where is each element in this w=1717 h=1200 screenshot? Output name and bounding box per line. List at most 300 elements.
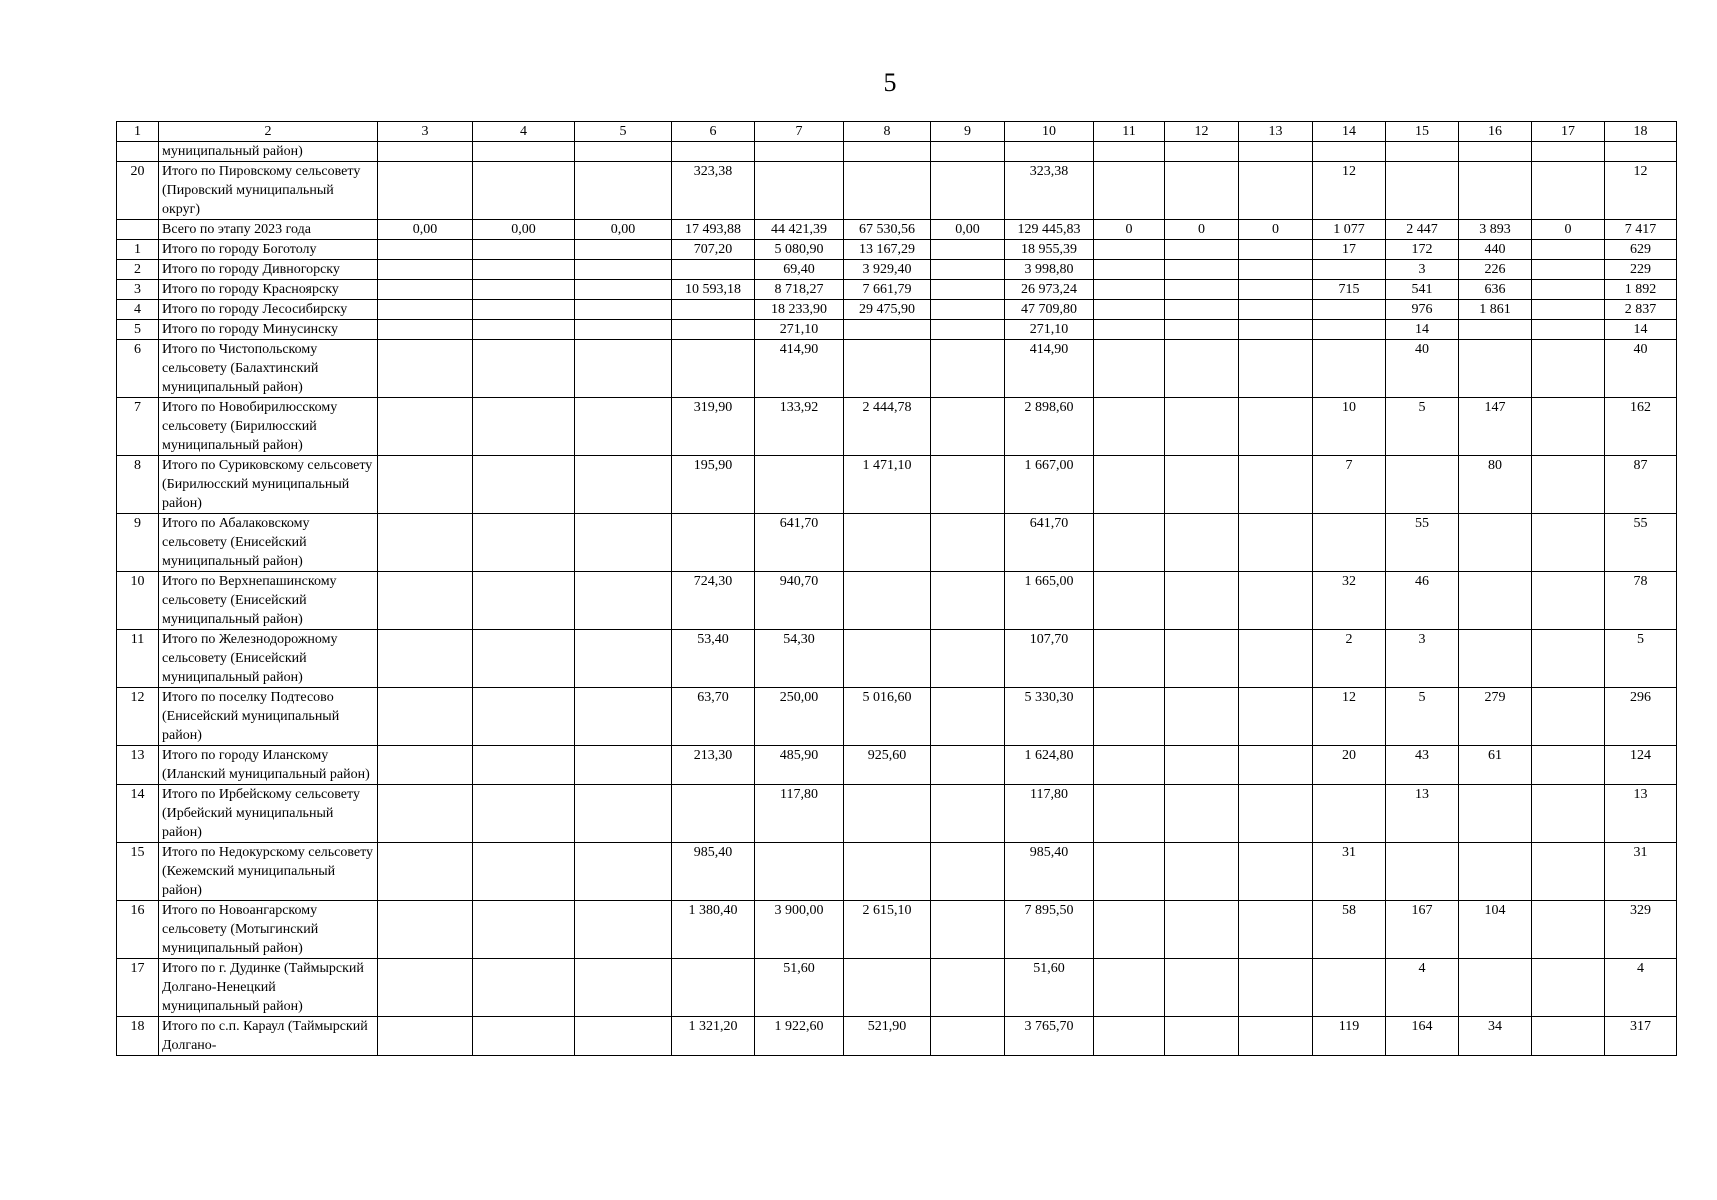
value-cell	[1239, 456, 1313, 514]
value-cell	[931, 843, 1005, 901]
value-cell: 5 016,60	[844, 688, 931, 746]
value-cell	[575, 572, 672, 630]
value-cell	[672, 142, 755, 162]
row-number-cell: 1	[117, 240, 159, 260]
column-header: 8	[844, 122, 931, 142]
value-cell	[378, 901, 473, 959]
value-cell	[1239, 300, 1313, 320]
value-cell	[473, 785, 575, 843]
row-number-cell: 17	[117, 959, 159, 1017]
value-cell: 925,60	[844, 746, 931, 785]
column-header: 14	[1313, 122, 1386, 142]
value-cell	[1532, 456, 1605, 514]
value-cell	[844, 340, 931, 398]
value-cell: 3	[1386, 630, 1459, 688]
row-number-cell: 13	[117, 746, 159, 785]
value-cell	[1239, 280, 1313, 300]
value-cell: 715	[1313, 280, 1386, 300]
value-cell: 13	[1386, 785, 1459, 843]
value-cell: 229	[1605, 260, 1677, 280]
column-header: 17	[1532, 122, 1605, 142]
table-row	[117, 901, 1677, 959]
row-name-cell: Итого по городу Лесосибирску	[159, 300, 378, 320]
value-cell	[575, 398, 672, 456]
table-row	[117, 240, 1677, 260]
row-name-cell: Итого по Чистопольскому сельсовету (Балахтинский муниципальный район)	[159, 340, 378, 398]
value-cell	[1532, 630, 1605, 688]
value-cell	[672, 300, 755, 320]
value-cell	[1313, 142, 1386, 162]
value-cell: 55	[1386, 514, 1459, 572]
value-cell: 17	[1313, 240, 1386, 260]
value-cell	[378, 514, 473, 572]
value-cell: 1 861	[1459, 300, 1532, 320]
value-cell	[378, 785, 473, 843]
value-cell	[1165, 901, 1239, 959]
value-cell	[378, 746, 473, 785]
value-cell	[1386, 162, 1459, 220]
row-name-cell: муниципальный район)	[159, 142, 378, 162]
value-cell: 1 665,00	[1005, 572, 1094, 630]
value-cell	[1239, 514, 1313, 572]
value-cell: 636	[1459, 280, 1532, 300]
value-cell	[931, 1017, 1005, 1056]
value-cell	[844, 959, 931, 1017]
value-cell	[1386, 142, 1459, 162]
value-cell	[1239, 1017, 1313, 1056]
value-cell	[1459, 785, 1532, 843]
value-cell: 44 421,39	[755, 220, 844, 240]
row-name-cell: Всего по этапу 2023 года	[159, 220, 378, 240]
value-cell	[1532, 162, 1605, 220]
value-cell: 2 898,60	[1005, 398, 1094, 456]
table-row	[117, 320, 1677, 340]
value-cell: 12	[1313, 688, 1386, 746]
value-cell	[1239, 340, 1313, 398]
value-cell	[575, 688, 672, 746]
value-cell	[1239, 785, 1313, 843]
row-number-cell: 6	[117, 340, 159, 398]
value-cell	[755, 142, 844, 162]
value-cell: 40	[1605, 340, 1677, 398]
value-cell: 323,38	[672, 162, 755, 220]
value-cell	[1532, 572, 1605, 630]
value-cell	[1459, 320, 1532, 340]
value-cell: 1 624,80	[1005, 746, 1094, 785]
value-cell	[575, 843, 672, 901]
row-name-cell: Итого по городу Красноярску	[159, 280, 378, 300]
value-cell	[1313, 340, 1386, 398]
value-cell	[931, 320, 1005, 340]
value-cell: 629	[1605, 240, 1677, 260]
value-cell: 40	[1386, 340, 1459, 398]
column-header: 9	[931, 122, 1005, 142]
column-header: 12	[1165, 122, 1239, 142]
value-cell	[672, 340, 755, 398]
value-cell	[1165, 688, 1239, 746]
value-cell	[1165, 630, 1239, 688]
value-cell	[575, 746, 672, 785]
value-cell	[931, 630, 1005, 688]
value-cell: 195,90	[672, 456, 755, 514]
value-cell	[1532, 320, 1605, 340]
value-cell: 319,90	[672, 398, 755, 456]
value-cell	[1313, 300, 1386, 320]
value-cell	[378, 142, 473, 162]
value-cell	[672, 785, 755, 843]
value-cell: 164	[1386, 1017, 1459, 1056]
value-cell	[931, 340, 1005, 398]
value-cell	[1165, 456, 1239, 514]
value-cell	[473, 300, 575, 320]
value-cell	[1094, 260, 1165, 280]
value-cell: 8 718,27	[755, 280, 844, 300]
value-cell	[931, 959, 1005, 1017]
value-cell: 51,60	[755, 959, 844, 1017]
value-cell	[1239, 746, 1313, 785]
value-cell: 317	[1605, 1017, 1677, 1056]
value-cell: 133,92	[755, 398, 844, 456]
value-cell	[378, 630, 473, 688]
value-cell: 3 900,00	[755, 901, 844, 959]
row-number-cell: 11	[117, 630, 159, 688]
value-cell	[931, 162, 1005, 220]
value-cell	[1094, 240, 1165, 260]
value-cell: 976	[1386, 300, 1459, 320]
value-cell: 31	[1605, 843, 1677, 901]
value-cell	[473, 340, 575, 398]
value-cell	[1165, 280, 1239, 300]
value-cell	[931, 901, 1005, 959]
column-header: 11	[1094, 122, 1165, 142]
value-cell	[672, 959, 755, 1017]
value-cell	[1165, 1017, 1239, 1056]
value-cell	[575, 240, 672, 260]
value-cell: 5 080,90	[755, 240, 844, 260]
column-header: 5	[575, 122, 672, 142]
value-cell	[1239, 843, 1313, 901]
table-row	[117, 398, 1677, 456]
value-cell	[1239, 688, 1313, 746]
value-cell	[1094, 688, 1165, 746]
value-cell: 78	[1605, 572, 1677, 630]
value-cell	[575, 260, 672, 280]
value-cell	[1094, 280, 1165, 300]
value-cell: 119	[1313, 1017, 1386, 1056]
value-cell: 3 929,40	[844, 260, 931, 280]
value-cell: 250,00	[755, 688, 844, 746]
value-cell	[1094, 572, 1165, 630]
column-header: 2	[159, 122, 378, 142]
value-cell: 53,40	[672, 630, 755, 688]
value-cell	[1094, 320, 1165, 340]
value-cell: 87	[1605, 456, 1677, 514]
value-cell	[931, 300, 1005, 320]
value-cell: 213,30	[672, 746, 755, 785]
table-row	[117, 220, 1677, 240]
value-cell	[1459, 142, 1532, 162]
value-cell: 107,70	[1005, 630, 1094, 688]
value-cell	[575, 456, 672, 514]
value-cell: 271,10	[1005, 320, 1094, 340]
value-cell	[473, 320, 575, 340]
value-cell	[1165, 240, 1239, 260]
value-cell	[473, 260, 575, 280]
value-cell	[1165, 162, 1239, 220]
column-header: 15	[1386, 122, 1459, 142]
value-cell	[1313, 785, 1386, 843]
value-cell	[931, 514, 1005, 572]
row-name-cell: Итого по городу Иланскому (Иланский муниципальный район)	[159, 746, 378, 785]
value-cell: 226	[1459, 260, 1532, 280]
value-cell	[378, 688, 473, 746]
value-cell: 18 955,39	[1005, 240, 1094, 260]
table-row	[117, 162, 1677, 220]
column-header: 13	[1239, 122, 1313, 142]
value-cell	[1532, 340, 1605, 398]
value-cell: 117,80	[755, 785, 844, 843]
row-name-cell: Итого по Железнодорожному сельсовету (Енисейский муниципальный район)	[159, 630, 378, 688]
value-cell: 1 892	[1605, 280, 1677, 300]
value-cell: 414,90	[1005, 340, 1094, 398]
value-cell	[378, 959, 473, 1017]
value-cell: 20	[1313, 746, 1386, 785]
page-number: 5	[883, 68, 897, 97]
value-cell	[1165, 572, 1239, 630]
value-cell	[1532, 901, 1605, 959]
value-cell: 271,10	[755, 320, 844, 340]
row-name-cell: Итого по г. Дудинке (Таймырский Долгано-Ненецкий муниципальный район)	[159, 959, 378, 1017]
column-header: 6	[672, 122, 755, 142]
value-cell	[575, 901, 672, 959]
value-cell	[378, 843, 473, 901]
row-name-cell: Итого по городу Дивногорску	[159, 260, 378, 280]
value-cell	[672, 320, 755, 340]
value-cell: 0,00	[931, 220, 1005, 240]
value-cell: 985,40	[672, 843, 755, 901]
value-cell	[575, 630, 672, 688]
value-cell	[1313, 514, 1386, 572]
value-cell	[1094, 901, 1165, 959]
value-cell: 485,90	[755, 746, 844, 785]
value-cell	[378, 280, 473, 300]
value-cell	[575, 162, 672, 220]
value-cell	[1165, 514, 1239, 572]
value-cell	[1094, 340, 1165, 398]
value-cell	[844, 320, 931, 340]
value-cell: 0	[1532, 220, 1605, 240]
value-cell: 2 447	[1386, 220, 1459, 240]
value-cell: 147	[1459, 398, 1532, 456]
value-cell: 26 973,24	[1005, 280, 1094, 300]
value-cell: 1 471,10	[844, 456, 931, 514]
row-name-cell: Итого по поселку Подтесово (Енисейский муниципальный район)	[159, 688, 378, 746]
table-row	[117, 514, 1677, 572]
value-cell	[575, 785, 672, 843]
value-cell	[1532, 688, 1605, 746]
value-cell	[378, 240, 473, 260]
value-cell: 4	[1605, 959, 1677, 1017]
value-cell	[378, 1017, 473, 1056]
table-row	[117, 843, 1677, 901]
value-cell	[1459, 630, 1532, 688]
value-cell	[473, 901, 575, 959]
row-name-cell: Итого по Новобирилюсскому сельсовету (Бирилюсский муниципальный район)	[159, 398, 378, 456]
value-cell: 129 445,83	[1005, 220, 1094, 240]
value-cell: 641,70	[755, 514, 844, 572]
value-cell	[1239, 142, 1313, 162]
row-number-cell: 5	[117, 320, 159, 340]
value-cell	[1532, 785, 1605, 843]
value-cell	[1532, 398, 1605, 456]
value-cell: 0	[1165, 220, 1239, 240]
value-cell	[378, 572, 473, 630]
value-cell	[844, 142, 931, 162]
value-cell	[1532, 260, 1605, 280]
value-cell: 80	[1459, 456, 1532, 514]
column-header: 18	[1605, 122, 1677, 142]
value-cell	[575, 340, 672, 398]
value-cell	[473, 630, 575, 688]
value-cell: 2 444,78	[844, 398, 931, 456]
value-cell	[1313, 959, 1386, 1017]
value-cell	[755, 843, 844, 901]
value-cell: 1 321,20	[672, 1017, 755, 1056]
value-cell	[473, 398, 575, 456]
value-cell	[1165, 843, 1239, 901]
value-cell: 13 167,29	[844, 240, 931, 260]
column-header: 7	[755, 122, 844, 142]
value-cell: 43	[1386, 746, 1459, 785]
table-row	[117, 572, 1677, 630]
row-number-cell: 20	[117, 162, 159, 220]
value-cell: 10 593,18	[672, 280, 755, 300]
table-row	[117, 630, 1677, 688]
value-cell	[1094, 746, 1165, 785]
value-cell: 32	[1313, 572, 1386, 630]
value-cell	[1239, 240, 1313, 260]
value-cell	[844, 630, 931, 688]
value-cell	[378, 340, 473, 398]
value-cell: 3 765,70	[1005, 1017, 1094, 1056]
value-cell	[844, 572, 931, 630]
value-cell	[1313, 320, 1386, 340]
table-row	[117, 142, 1677, 162]
value-cell	[473, 688, 575, 746]
value-cell	[378, 300, 473, 320]
column-header: 16	[1459, 122, 1532, 142]
value-cell	[755, 456, 844, 514]
value-cell	[1459, 514, 1532, 572]
value-cell: 329	[1605, 901, 1677, 959]
value-cell: 323,38	[1005, 162, 1094, 220]
value-cell	[672, 514, 755, 572]
row-number-cell: 14	[117, 785, 159, 843]
value-cell	[1094, 630, 1165, 688]
value-cell	[672, 260, 755, 280]
row-name-cell: Итого по Суриковскому сельсовету (Бирилюсский муниципальный район)	[159, 456, 378, 514]
value-cell	[931, 240, 1005, 260]
value-cell: 0	[1239, 220, 1313, 240]
value-cell: 124	[1605, 746, 1677, 785]
header-row	[117, 122, 1677, 142]
value-cell: 167	[1386, 901, 1459, 959]
row-name-cell: Итого по городу Боготолу	[159, 240, 378, 260]
value-cell: 3 998,80	[1005, 260, 1094, 280]
row-number-cell: 10	[117, 572, 159, 630]
value-cell	[473, 280, 575, 300]
row-number-cell: 9	[117, 514, 159, 572]
value-cell	[1239, 572, 1313, 630]
table-row	[117, 785, 1677, 843]
table-row	[117, 456, 1677, 514]
value-cell	[1605, 142, 1677, 162]
value-cell	[1532, 142, 1605, 162]
row-number-cell: 15	[117, 843, 159, 901]
value-cell	[1094, 162, 1165, 220]
value-cell	[1239, 959, 1313, 1017]
value-cell: 414,90	[755, 340, 844, 398]
value-cell	[1532, 300, 1605, 320]
value-cell	[575, 1017, 672, 1056]
value-cell	[378, 320, 473, 340]
value-cell	[378, 260, 473, 280]
value-cell: 29 475,90	[844, 300, 931, 320]
value-cell	[931, 280, 1005, 300]
row-name-cell: Итого по Абалаковскому сельсовету (Енисейский муниципальный район)	[159, 514, 378, 572]
value-cell: 296	[1605, 688, 1677, 746]
value-cell	[1459, 340, 1532, 398]
column-header: 3	[378, 122, 473, 142]
value-cell	[1094, 142, 1165, 162]
value-cell	[1094, 300, 1165, 320]
row-number-cell: 2	[117, 260, 159, 280]
column-header: 10	[1005, 122, 1094, 142]
value-cell	[1313, 260, 1386, 280]
value-cell	[1239, 162, 1313, 220]
value-cell	[1165, 398, 1239, 456]
value-cell	[844, 843, 931, 901]
value-cell	[931, 142, 1005, 162]
value-cell: 34	[1459, 1017, 1532, 1056]
value-cell	[1094, 398, 1165, 456]
value-cell: 10	[1313, 398, 1386, 456]
row-name-cell: Итого по с.п. Караул (Таймырский Долгано-	[159, 1017, 378, 1056]
value-cell: 0,00	[378, 220, 473, 240]
value-cell: 3 893	[1459, 220, 1532, 240]
value-cell	[1094, 959, 1165, 1017]
value-cell	[1532, 240, 1605, 260]
value-cell	[575, 280, 672, 300]
data-table	[116, 121, 1677, 1056]
value-cell: 67 530,56	[844, 220, 931, 240]
value-cell: 1 667,00	[1005, 456, 1094, 514]
value-cell	[1005, 142, 1094, 162]
value-cell	[378, 398, 473, 456]
value-cell	[1094, 456, 1165, 514]
value-cell	[1239, 630, 1313, 688]
value-cell: 18 233,90	[755, 300, 844, 320]
value-cell	[1165, 320, 1239, 340]
value-cell: 55	[1605, 514, 1677, 572]
value-cell	[1239, 260, 1313, 280]
value-cell	[1532, 280, 1605, 300]
table-row	[117, 746, 1677, 785]
value-cell: 47 709,80	[1005, 300, 1094, 320]
value-cell	[1532, 1017, 1605, 1056]
value-cell	[1459, 162, 1532, 220]
value-cell	[1386, 456, 1459, 514]
